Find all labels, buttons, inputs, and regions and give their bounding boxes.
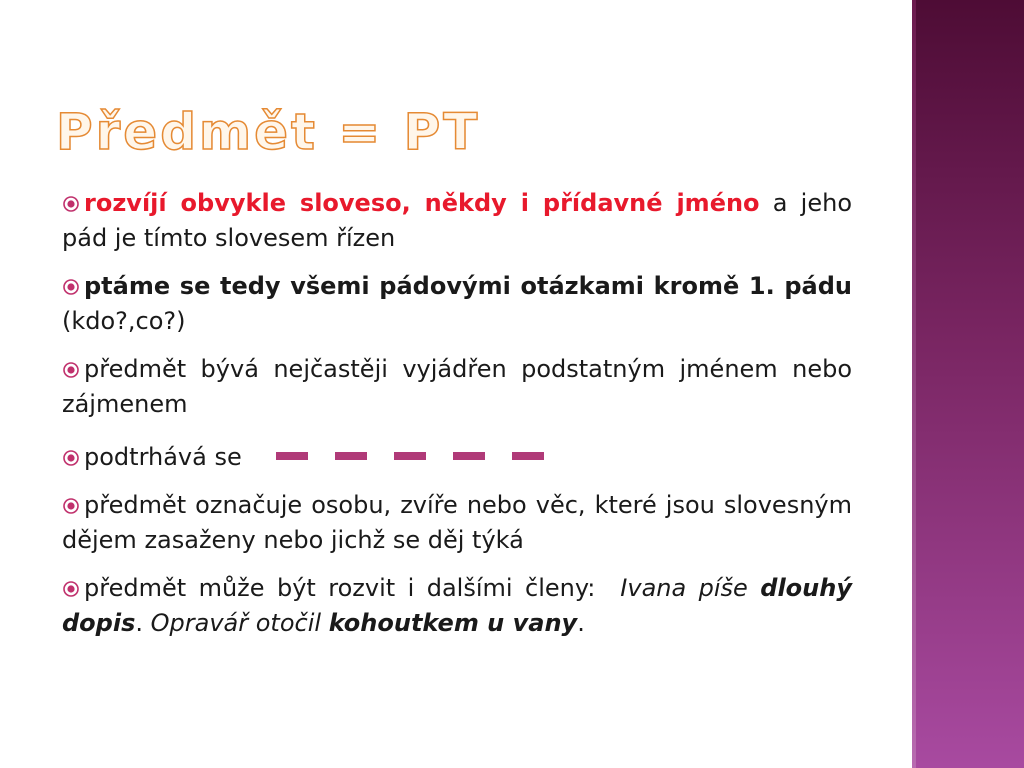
dash-mark [453,452,485,460]
decorative-side-bar [912,0,1024,768]
bullet-text: (kdo?,co?) [62,307,186,335]
bullet-list [62,186,852,654]
bullet-highlight: rozvíjí obvykle sloveso, někdy i přídavné jméno [84,189,760,217]
example-subject-predicate: Opravář otočil [150,609,322,637]
circled-dot-icon [62,357,80,381]
circled-dot-icon [62,493,80,517]
bullet-item [62,435,852,475]
dash-mark [512,452,544,460]
slide-title: Předmět = PT [56,103,481,161]
bullet-item [62,186,852,256]
example-period: . [577,609,585,637]
example-object: dlouhý dopis [62,574,852,637]
bullet-text: podtrhává se [84,443,242,471]
circled-dot-icon [62,191,80,215]
bullet-text: předmět označuje osobu, zvíře nebo věc, které jsou slovesným dějem zasaženy nebo jichž se děj týká [62,491,852,554]
bullet-text: předmět může být rozvit i dalšími členy: [84,574,608,602]
example-object: kohoutkem u vany [328,609,578,637]
bullet-bold-text: ptáme se tedy všemi pádovými otázkami kromě 1. pádu [84,272,852,300]
bullet-text: předmět bývá nejčastěji vyjádřen podstatným jménem nebo zájmenem [62,355,852,418]
dashed-underline-sample [276,435,571,470]
example-period: . [135,609,143,637]
circled-dot-icon [62,576,80,600]
bullet-text: a jeho pád je tímto slovesem řízen [62,189,852,252]
dash-mark [276,452,308,460]
bullet-item [62,571,852,641]
bullet-item [62,352,852,422]
dash-mark [335,452,367,460]
bullet-item [62,269,852,339]
dash-mark [394,452,426,460]
circled-dot-icon [62,445,80,469]
example-subject-predicate: Ivana píše [620,574,748,602]
bullet-item [62,488,852,558]
circled-dot-icon [62,274,80,298]
